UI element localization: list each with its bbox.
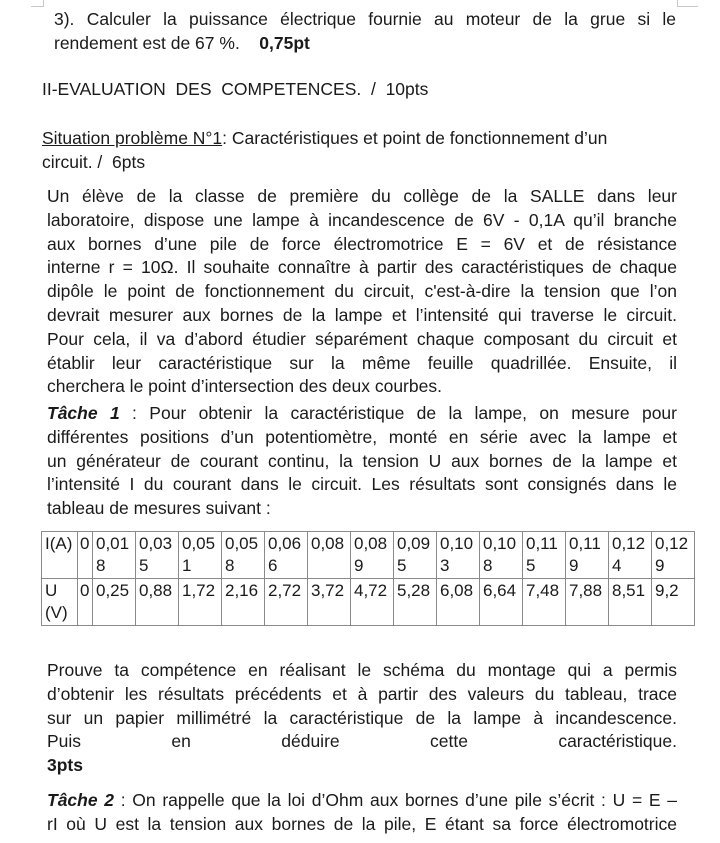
table-cell: 0,129 [652, 532, 695, 579]
table-row [42, 579, 695, 626]
table-cell: 7,88 [566, 579, 609, 626]
task-1-paragraph [47, 402, 677, 521]
situation-heading [42, 127, 678, 175]
intro-line: laboratoire, dispose une lampe à incandescence de 6V - 0,1A qu’il branche [47, 209, 677, 230]
question-3-line-2 [54, 32, 676, 56]
table-cell: 0,018 [93, 532, 136, 579]
table-cell: 7,48 [523, 579, 566, 626]
table-row-header: I(A) [42, 532, 78, 579]
table-cell: 5,28 [394, 579, 437, 626]
prouve-line: Puis en déduire cette caractéristique. [47, 731, 677, 752]
prouve-points: 3pts [47, 755, 83, 776]
prouve-line: d’obtenir les résultats précédents et à partir des valeurs du tableau, trace [47, 683, 677, 704]
table-cell: 0,119 [566, 532, 609, 579]
task-1-line [47, 402, 677, 426]
task-1-line: l’intensité I du courant dans le circuit. Les résultats sont consignés dans le [47, 474, 677, 495]
intro-line: aux bornes d’une pile de force électromotrice E = 6V et de résistance [47, 233, 677, 254]
table-cell: 0,124 [609, 532, 652, 579]
table-cell: 0,108 [480, 532, 523, 579]
page-corner-mark-left [31, 0, 44, 7]
task-2-line [47, 789, 677, 813]
question-3-points: 0,75pt [259, 32, 310, 53]
table-cell: 0,08 [308, 532, 351, 579]
table-row-header: U(V) [42, 579, 78, 626]
task-2-label: Tâche 2 [47, 790, 115, 810]
table-cell: 2,16 [222, 579, 265, 626]
table-cell: 0,051 [179, 532, 222, 579]
question-3-text-end: rendement est de 67 %. [54, 32, 240, 53]
table-cell: 0,25 [93, 579, 136, 626]
intro-line: établir leur caractéristique sur la même feuille quadrillée. Ensuite, il [47, 352, 677, 373]
task-1-line: différentes positions d’un potentiomètre, monté en série avec la lampe et [47, 426, 677, 447]
situation-title-line-1: : Caractéristiques et point de fonctionnement d’un [222, 128, 608, 148]
task-1-line: un générateur de courant continu, la tension U aux bornes de la lampe et [47, 450, 677, 471]
measurement-table [41, 531, 695, 626]
table-cell: 0,066 [265, 532, 308, 579]
situation-label: Situation problème N°1 [42, 128, 223, 148]
table-cell: 0,115 [523, 532, 566, 579]
table-cell: 4,72 [351, 579, 394, 626]
task-1-line: tableau de mesures suivant : [47, 498, 271, 519]
table-row [42, 532, 695, 579]
task-2-line: rI où U est la tension aux bornes de la pile, E étant sa force électromotrice [47, 813, 677, 834]
table-cell: 8,51 [609, 579, 652, 626]
table-cell: 0,089 [351, 532, 394, 579]
table-cell: 0,035 [136, 532, 179, 579]
intro-paragraph [47, 185, 677, 399]
intro-line: interne r = 10Ω. Il souhaite connaître à partir des caractéristiques de chaque [47, 257, 677, 278]
table-cell: 0,095 [394, 532, 437, 579]
task-1-line-1: : Pour obtenir la caractéristique de la lampe, on mesure pour [119, 403, 677, 423]
situation-title-line-2: circuit. / 6pts [42, 151, 146, 172]
intro-line: Un élève de la classe de première du collège de la SALLE dans leur [47, 186, 677, 206]
table-cell: 1,72 [179, 579, 222, 626]
prouve-line: sur un papier millimétré la caractéristique de la lampe à incandescence. [47, 707, 677, 728]
table-cell: 6,08 [437, 579, 480, 626]
table-cell: 0 [78, 532, 93, 579]
task-2-line-1: : On rappelle que la loi d’Ohm aux bornes d’une pile s’écrit : U = E – [114, 790, 677, 810]
intro-line: dipôle le point de fonctionnement du circuit, c'est-à-dire la tension que l’on [47, 281, 677, 302]
situation-heading-line-1 [42, 127, 678, 151]
prouve-paragraph [47, 659, 677, 778]
intro-line: devrait mesurer aux bornes de la lampe et l’intensité qui traverse le circuit. [47, 304, 677, 325]
table-cell: 6,64 [480, 579, 523, 626]
task-2-paragraph [47, 789, 677, 837]
prouve-line: Prouve ta compétence en réalisant le schéma du montage qui a permis [47, 660, 677, 680]
page-corner-mark-right [677, 0, 698, 7]
intro-line: Pour cela, il va d’abord étudier séparément chaque composant du circuit et [47, 328, 677, 349]
table-cell: 0,88 [136, 579, 179, 626]
question-3 [54, 8, 676, 56]
section-heading [42, 78, 672, 102]
section-title: II-EVALUATION DES COMPETENCES. / 10pts [42, 79, 429, 99]
table-cell: 0,058 [222, 532, 265, 579]
task-1-label: Tâche 1 [47, 403, 120, 423]
question-3-line-1: 3). Calculer la puissance électrique fournie au moteur de la grue si le [54, 9, 676, 29]
table-cell: 3,72 [308, 579, 351, 626]
table-cell: 0,103 [437, 532, 480, 579]
intro-line: cherchera le point d’intersection des deux courbes. [47, 376, 442, 397]
table-cell: 9,2 [652, 579, 695, 626]
table-cell: 0 [78, 579, 93, 626]
table-cell: 2,72 [265, 579, 308, 626]
